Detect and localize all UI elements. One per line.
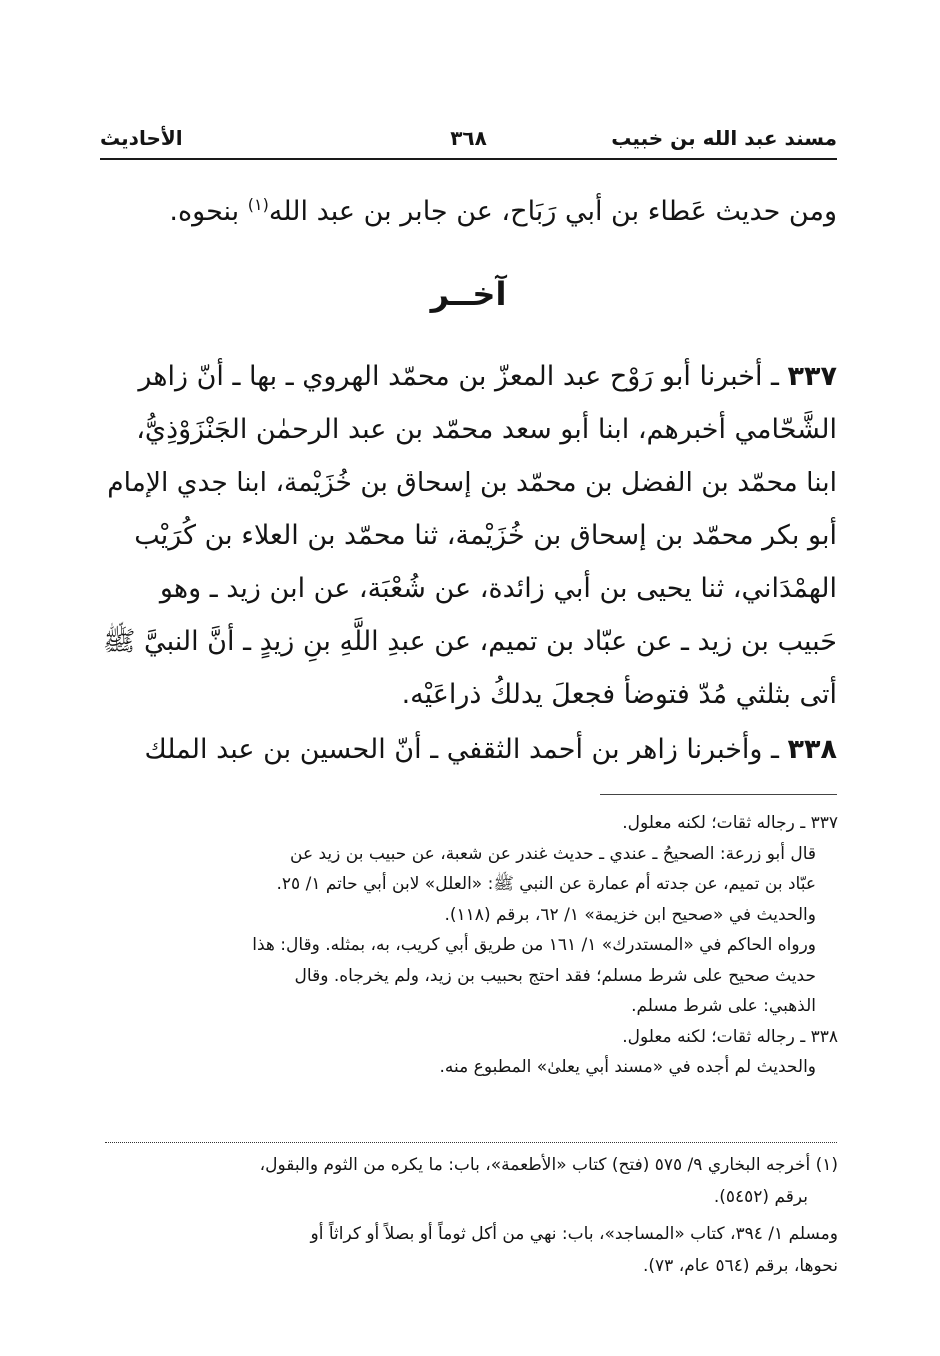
footnotes — [104, 1150, 838, 1288]
footnote-line: ومسلم ١/ ٣٩٤، كتاب «المساجد»، باب: نهي من أكل ثوماً أو بصلاً أو كراثاً أو — [310, 1224, 838, 1244]
running-head — [100, 118, 837, 160]
note-line: ورواه الحاكم في «المستدرك» ١/ ١٦١ من طريق أبي كريب، به، بمثله. وقال: هذا — [252, 935, 816, 955]
book-title: مسند عبد الله بن خبيب — [611, 126, 837, 150]
hadith-337 — [100, 350, 837, 721]
hadith-line: ـ أخبرنا أبو رَوْح عبد المعزّ بن محمّد الهروي ـ بها ـ أنّ زاهر — [138, 361, 779, 392]
hadith-line: أبو بكر محمّد بن إسحاق بن خُزَيْمة، ثنا محمّد بن العلاء بن كُرَيْب — [134, 520, 837, 551]
section-label: الأحاديث — [100, 126, 183, 150]
note-line: والحديث لم أجده في «مسند أبي يعلىٰ» المطبوع منه. — [439, 1057, 816, 1077]
footnote-divider — [105, 1142, 837, 1143]
footnote-entry — [104, 1150, 838, 1213]
editorial-notes — [104, 808, 838, 1083]
note-line: حديث صحيح على شرط مسلم؛ فقد احتج بحبيب بن زيد، ولم يخرجاه. وقال — [294, 965, 816, 986]
note-line: عبّاد بن تميم، عن جدته أم عمارة عن النبي ﷺ: «العلل» لابن أبي حاتم ١/ ٢٥. — [276, 874, 816, 894]
note-body — [104, 1052, 816, 1083]
note-head: ٣٣٨ ـ رجاله ثقات؛ لكنه معلول. — [622, 1026, 838, 1047]
hadith-line: الشَّحّامي أخبرهم، ابنا أبو سعد محمّد بن عبد الرحمٰن الجَنْزَوْذِيُّ، — [136, 414, 837, 445]
hadith-line: الهمْدَاني، ثنا يحيى بن أبي زائدة، عن شُعْبَة، عن ابن زيد ـ وهو — [159, 573, 837, 604]
footnote-ref: (١) — [247, 195, 269, 214]
hadith-line: حَبيب بن زيد ـ عن عبّاد بن تميم، عن عبدِ اللَّهِ بنِ زيدٍ ـ أنَّ النبيَّ ﷺ — [102, 626, 837, 657]
note-line: والحديث في «صحيح ابن خزيمة» ١/ ٦٢، برقم (١١٨). — [444, 904, 816, 925]
hadith-line: أتى بثلثي مُدّ فتوضأ فجعلَ يدلكُ ذراعَيْه. — [401, 679, 837, 710]
note-body — [104, 839, 816, 1022]
hadith-338 — [100, 723, 837, 776]
footnote-line: (١) أخرجه البخاري ٩/ ٥٧٥ (فتح) كتاب «الأطعمة»، باب: ما يكره من الثوم والبقول، — [259, 1155, 838, 1175]
note-line: قال أبو زرعة: الصحيحُ ـ عندي ـ حديث غندر عن شعبة، عن حبيب بن زيد عن — [290, 843, 816, 864]
intro-text: ومن حديث عَطاء بن أبي رَبَاح، عن جابر بن عبد الله — [268, 196, 837, 227]
hadith-number: ٣٣٨ — [787, 734, 837, 765]
hadith-line: ابنا محمّد بن الفضل بن محمّد بن إسحاق بن خُزَيْمة، ابنا جدي الإمام — [107, 467, 837, 498]
note-line: الذهبي: على شرط مسلم. — [631, 996, 816, 1016]
hadith-number: ٣٣٧ — [787, 361, 837, 392]
hadith-line: ـ وأخبرنا زاهر بن أحمد الثقفي ـ أنّ الحسين بن عبد الملك — [144, 734, 779, 765]
page-number: ٣٦٨ — [450, 126, 487, 150]
note-head: ٣٣٧ ـ رجاله ثقات؛ لكنه معلول. — [622, 813, 838, 833]
footnote-line: نحوها، برقم (٥٦٤ عام، ٧٣). — [643, 1255, 838, 1276]
section-title: آخــر — [430, 275, 507, 313]
notes-divider — [600, 794, 837, 795]
footnote-entry — [104, 1219, 838, 1282]
intro-line — [100, 185, 837, 238]
intro-tail: بنحوه. — [169, 196, 240, 227]
footnote-line: برقم (٥٤٥٢). — [713, 1186, 808, 1207]
